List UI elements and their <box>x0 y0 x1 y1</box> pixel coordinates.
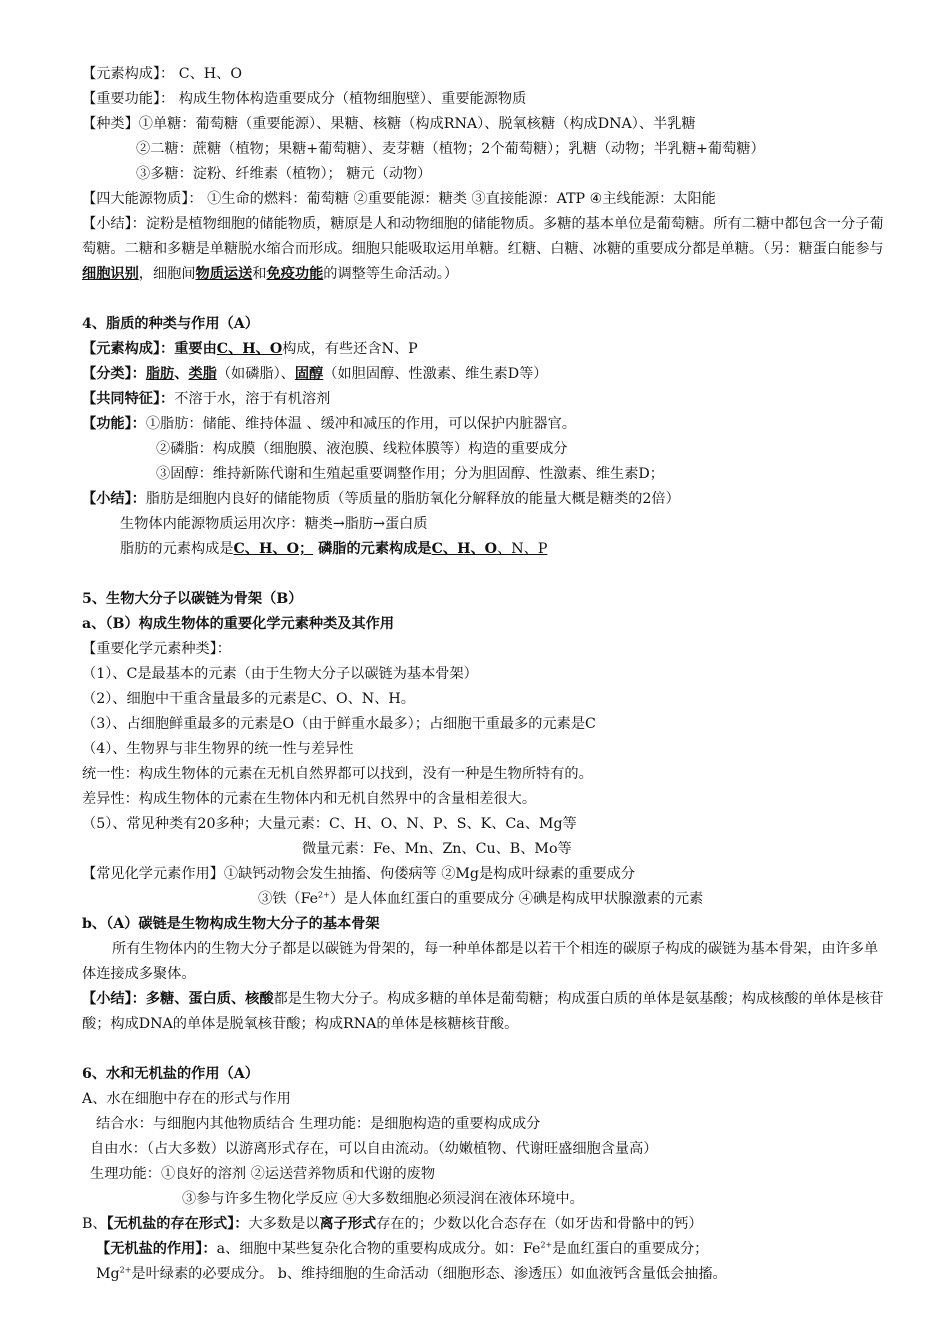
sugar-summary-text-2: ，细胞间 <box>138 266 196 282</box>
keyword-ion-form: 离子形式 <box>319 1216 377 1232</box>
energy-order-line: 生物体内能源物质运用次序：糖类→脂肪→蛋白质 <box>120 516 428 532</box>
energy-substances-line: 【四大能源物质】： ①生命的燃料：葡萄糖 ②重要能源：糖类 ③直接能源：ATP ④主线能源：太阳能 <box>82 191 716 207</box>
water-function-line-2: ③参与许多生物化学反应 ④大多数细胞必须浸润在液体环境中。 <box>182 1191 584 1207</box>
sugar-summary <box>82 212 890 287</box>
section-title-water: 6、水和无机盐的作用（A） <box>82 1066 259 1082</box>
keyword-immune-function: 免疫功能 <box>266 266 324 282</box>
lipid-summary-label: 【小结】： <box>82 491 146 507</box>
magnesium-charge: 2+ <box>119 1265 132 1275</box>
document-page <box>82 62 890 1287</box>
macro-summary <box>82 987 890 1037</box>
element-kind-1: （1）、C是最基本的元素（由于生物大分子以碳链为基本骨架） <box>82 666 478 682</box>
lipid-classes-text-2: （如胆固醇、性激素、维生素D等） <box>323 366 548 382</box>
phospholipid-elements-label: 磷脂的元素构成是 <box>313 541 432 557</box>
salt-form-label: 【无机盐的存在形式】： <box>106 1216 249 1232</box>
lipid-classes-text: （如磷脂）、 <box>216 366 295 382</box>
sugar-polysaccharide-line: ③多糖：淀粉、纤维素（植物）； 糖元（动物） <box>136 166 432 182</box>
salt-form-text-2: 存在的；少数以化合态存在（如牙齿和骨骼中的钙） <box>376 1216 703 1232</box>
macro-summary-text: 都是生物大分子。构成多糖的单体是葡萄糖；构成蛋白质的单体是氨基酸；构成核酸的单体是核苷酸；构成DNA的单体是脱氧核苷酸；构成RNA的单体是核糖核苷酸。 <box>82 991 884 1032</box>
lipid-elements-line <box>82 337 890 362</box>
iron-role-text-2: ）是人体血红蛋白的重要成分 ④碘是构成甲状腺激素的元素 <box>329 891 704 907</box>
element-kind-5: （5）、常见种类有20多种；大量元素：C、H、O、N、P、S、K、Ca、Mg等 <box>82 816 577 832</box>
sugar-types-line: 【种类】①单糖：葡萄糖（重要能源）、果糖、核糖（构成RNA）、脱氧核糖（构成DNA）、半乳糖 <box>82 116 696 132</box>
keyword-phospholipid-elements: C、H、O <box>431 541 498 557</box>
keyword-macromolecules: 多糖、蛋白质、核酸 <box>145 991 274 1007</box>
bound-water-line: 结合水：与细胞内其他物质结合 生理功能：是细胞构造的重要构成成分 <box>96 1116 541 1132</box>
lipid-function-text: ①脂肪：储能、维持体温 、缓冲和减压的作用，可以保护内脏器官。 <box>145 416 576 432</box>
section-title-lipids: 4、脂质的种类与作用（A） <box>82 316 259 332</box>
lipid-common-text: 不溶于水，溶于有机溶剂 <box>174 391 331 407</box>
salt-form-line <box>82 1212 890 1237</box>
water-function-line: 生理功能：①良好的溶剂 ②运送营养物质和代谢的废物 <box>90 1166 436 1182</box>
keyword-chon: C、H、O <box>216 341 283 357</box>
subsection-b-title: b、（A）碳链是生物构成生物大分子的基本骨架 <box>82 916 380 932</box>
lipid-summary-text: 脂肪是细胞内良好的储能物质（等质量的脂肪氧化分解释放的能量大概是糖类的2倍） <box>145 491 680 507</box>
magnesium-text: 是叶绿素的必要成分。 b、维持细胞的生命活动（细胞形态、渗透压）如血液钙含量低会抽搐。 <box>131 1266 727 1282</box>
sugar-elements-line: 【元素构成】： C、H、O <box>82 66 242 82</box>
separator: 、 <box>174 366 189 382</box>
lipid-summary-line <box>82 487 890 512</box>
sugar-summary-text: 【小结】：淀粉是植物细胞的储能物质，糖原是人和动物细胞的储能物质。多糖的基本单位是葡萄糖。所有二糖中都包含一分子葡萄糖。二糖和多糖是单糖脱水缩合而形成。细胞只能吸取运用单糖。红糖、白糖、冰糖的重要成分都是单糖。（另：糖蛋白能参与 <box>82 216 884 257</box>
keyword-material-transport: 物质运送 <box>195 266 253 282</box>
lipid-function-2: ②磷脂：构成膜（细胞膜、液泡膜、线粒体膜等）构造的重要成分 <box>156 441 568 457</box>
lipid-function-label: 【功能】： <box>82 416 146 432</box>
lipid-function-3: ③固醇：维持新陈代谢和生殖起重要调整作用；分为胆固醇、性激素、维生素D； <box>156 466 664 482</box>
salt-function-label: 【无机盐的作用】： <box>96 1241 217 1257</box>
keyword-sterol: 固醇 <box>294 366 324 382</box>
macro-summary-label: 【小结】： <box>82 991 146 1007</box>
free-water-line: 自由水：（占大多数）以游离形式存在，可以自由流动。（幼嫩植物、代谢旺盛细胞含量高） <box>90 1141 658 1157</box>
lipid-common-label: 【共同特征】： <box>82 391 175 407</box>
salt-form-text: 大多数是以 <box>248 1216 320 1232</box>
magnesium-symbol: Mg <box>96 1266 120 1282</box>
iron-role-text: ③铁（Fe <box>258 891 319 907</box>
lipid-classes-line <box>82 362 890 387</box>
carbon-chain-paragraph: 所有生物体内的生物大分子都是以碳链为骨架的，每一种单体都是以若干个相连的碳原子构成的碳链为基本骨架，由许多单体连接成多聚体。 <box>82 941 879 982</box>
subsection-a-title: a、（B）构成生物体的重要化学元素种类及其作用 <box>82 616 395 632</box>
salt-function-line <box>82 1237 890 1262</box>
section-title-macromolecules: 5、生物大分子以碳链为骨架（B） <box>82 591 303 607</box>
salt-function-text: a、细胞中某些复杂化合物的重要构成成分。如：Fe <box>216 1241 541 1257</box>
fat-elements-label: 脂肪的元素构成是 <box>120 541 234 557</box>
lipid-elements-text: 构成，有些还含N、P <box>282 341 418 357</box>
keyword-lipoid: 类脂 <box>188 366 217 382</box>
element-kind-4: （4）、生物界与非生物界的统一性与差异性 <box>82 741 354 757</box>
sugar-function-line: 【重要功能】： 构成生物体构造重要成分（植物细胞壁）、重要能源物质 <box>82 91 527 107</box>
lipid-classes-label: 【分类】： <box>82 366 146 382</box>
salt-form-prefix: B、 <box>82 1216 107 1232</box>
iron-ion-charge: 2+ <box>540 1240 553 1250</box>
element-kind-3: （3）、占细胞鲜重最多的元素是O（由于鲜重水最多）；占细胞干重最多的元素是C <box>82 716 596 732</box>
salt-function-text-2: 是血红蛋白的重要成分； <box>552 1241 709 1257</box>
lipid-function-line <box>82 412 890 437</box>
keyword-fat: 脂肪 <box>145 366 175 382</box>
element-role-line-1: 【常见化学元素作用】①缺钙动物会发生抽搐、佝偻病等 ②Mg是构成叶绿素的重要成分 <box>82 866 636 882</box>
difference-line: 差异性：构成生物体的元素在生物体内和无机自然界中的含量相差很大。 <box>82 791 537 807</box>
lipid-common-line <box>82 387 890 412</box>
keyword-cell-recognition: 细胞识别 <box>82 266 139 282</box>
iron-charge: 2+ <box>318 890 330 900</box>
micro-elements-line: 微量元素：Fe、Mn、Zn、Cu、B、Mo等 <box>302 841 572 857</box>
phospholipid-elements-rest: 、N、P <box>497 541 548 557</box>
element-kinds-heading: 【重要化学元素种类】： <box>82 641 231 657</box>
unity-line: 统一性：构成生物体的元素在无机自然界都可以找到，没有一种是生物所特有的。 <box>82 766 593 782</box>
element-role-line-2 <box>82 887 890 912</box>
sugar-summary-text-4: 的调整等生命活动。） <box>323 266 459 282</box>
sugar-disaccharide-line: ②二糖：蔗糖（植物；果糖+葡萄糖）、麦芽糖（植物；2个葡萄糖）；乳糖（动物；半乳糖+葡萄糖） <box>136 141 765 157</box>
element-kind-2: （2）、细胞中干重含量最多的元素是C、O、N、H。 <box>82 691 415 707</box>
keyword-fat-elements: C、H、O； <box>233 541 314 557</box>
water-forms-heading: A、水在细胞中存在的形式与作用 <box>82 1091 291 1107</box>
magnesium-line <box>82 1262 890 1287</box>
sugar-summary-text-3: 和 <box>252 266 267 282</box>
fat-elements-line <box>82 537 890 562</box>
lipid-elements-label: 【元素构成】：重要由 <box>82 341 217 357</box>
